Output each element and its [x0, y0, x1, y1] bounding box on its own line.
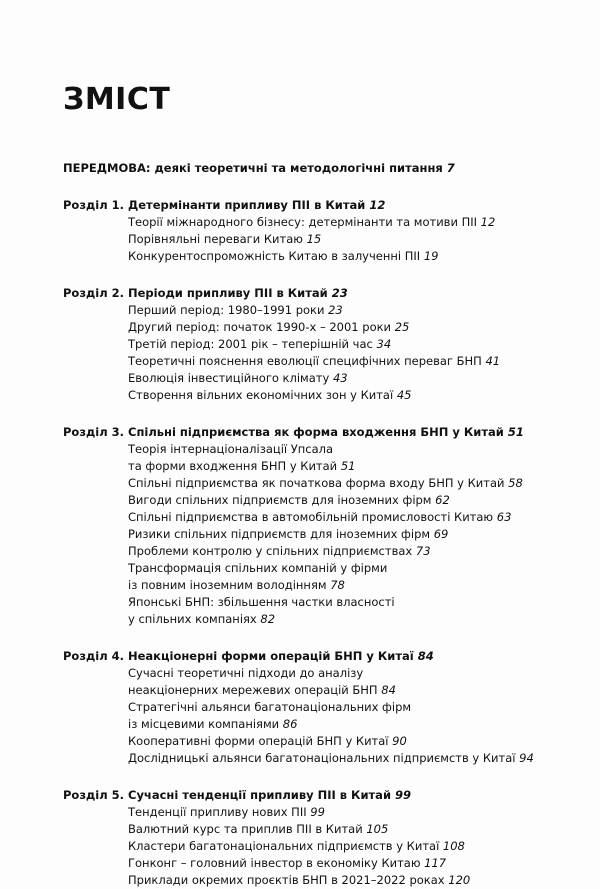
page-number: 78	[330, 578, 345, 592]
page-number: 84	[381, 683, 396, 697]
page-number: 90	[392, 734, 407, 748]
toc-entry	[63, 336, 583, 353]
page-number: 99	[395, 788, 412, 802]
toc-entry	[63, 560, 583, 577]
entry-title: Порівняльні переваги Китаю	[128, 232, 303, 246]
entry-title: Вигоди спільних підприємств для іноземних фірм	[128, 493, 432, 507]
toc-entry	[63, 872, 583, 889]
entry-title: Еволюція інвестиційного клімату	[128, 371, 330, 385]
toc-entry	[63, 611, 583, 628]
page-number: 86	[282, 717, 298, 731]
entry-title: Валютний курс та приплив ПІІ в Китай	[128, 822, 363, 836]
section-label: Розділ 5.	[63, 788, 125, 802]
entry-title: Перший період: 1980–1991 роки	[128, 303, 325, 317]
section-label: Розділ 4.	[63, 649, 125, 663]
entry-title: Другий період: початок 1990-х – 2001 роки	[128, 320, 392, 334]
page-number: 99	[310, 805, 325, 819]
preface-entry	[63, 160, 583, 177]
section-title: Детермінанти припливу ПІІ в Китай	[128, 198, 366, 212]
entry-title: Проблеми контролю у спільних підприємствах	[128, 544, 413, 558]
section-spacer	[63, 265, 583, 285]
section-heading	[63, 197, 583, 214]
page-number: 7	[446, 161, 455, 175]
entry-title: неакціонерних мережевих операцій БНП	[128, 683, 378, 697]
toc-entry	[63, 838, 583, 855]
toc-entry	[63, 302, 583, 319]
page-number: 62	[435, 493, 450, 507]
toc-entry	[63, 526, 583, 543]
entry-title: Гонконг – головний інвестор в економіку Китаю	[128, 856, 421, 870]
section-title: Періоди припливу ПІІ в Китай	[128, 286, 328, 300]
toc-entry	[63, 214, 583, 231]
entry-title: із місцевими компаніями	[128, 717, 280, 731]
page-number: 51	[507, 425, 524, 439]
section-heading	[63, 285, 583, 302]
toc-entry	[63, 665, 583, 682]
toc-entry	[63, 475, 583, 492]
toc-entry	[63, 441, 583, 458]
page-number: 45	[396, 388, 412, 402]
toc-entry	[63, 248, 583, 265]
page-number: 51	[340, 459, 356, 473]
page-number: 94	[519, 751, 534, 765]
section-heading	[63, 648, 583, 665]
entry-title: Теорії міжнародного бізнесу: детермінанти та мотиви ПІІ	[128, 215, 478, 229]
entry-title: Створення вільних економічних зон у Китаї	[128, 388, 394, 402]
toc-entry	[63, 458, 583, 475]
page-number: 58	[508, 476, 523, 490]
entry-title: Трансформація спільних компаній у фірми	[128, 561, 388, 575]
toc-entry	[63, 750, 583, 767]
entry-title: Третій період: 2001 рік – теперішній час	[128, 337, 373, 351]
page-number: 82	[260, 612, 276, 626]
toc-entry	[63, 594, 583, 611]
entry-title: Теорія інтернаціоналізації Упсала	[128, 442, 334, 456]
toc-entry	[63, 699, 583, 716]
toc-entry	[63, 370, 583, 387]
toc-entry	[63, 855, 583, 872]
page-number: 41	[485, 354, 501, 368]
preface-title: ПЕРЕДМОВА: деякі теоретичні та методологічні питання	[63, 161, 443, 175]
entry-title: Ризики спільних підприємств для іноземних фірм	[128, 527, 431, 541]
entry-title: Теоретичні пояснення еволюції специфічних переваг БНП	[128, 354, 482, 368]
page-number: 117	[424, 856, 447, 870]
toc-entry	[63, 577, 583, 594]
toc-entry	[63, 733, 583, 750]
section-title: Неакціонерні форми операцій БНП у Китаї	[128, 649, 414, 663]
section-title: Сучасні тенденції припливу ПІІ в Китай	[128, 788, 392, 802]
page-number: 23	[331, 286, 348, 300]
entry-title: Сучасні теоретичні підходи до аналізу	[128, 666, 364, 680]
toc-entry	[63, 543, 583, 560]
entry-title: у спільних компаніях	[128, 612, 257, 626]
page-number: 69	[433, 527, 449, 541]
page-number: 25	[394, 320, 410, 334]
section-heading	[63, 787, 583, 804]
page-number: 12	[369, 198, 386, 212]
page-title: ЗМІСТ	[63, 82, 171, 117]
entry-title: із повним іноземним володінням	[128, 578, 327, 592]
toc-entry	[63, 492, 583, 509]
page-number: 12	[480, 215, 496, 229]
page-number: 34	[376, 337, 392, 351]
section-label: Розділ 1.	[63, 198, 125, 212]
section-spacer	[63, 628, 583, 648]
entry-title: Приклади окремих проєктів БНП в 2021–2022 роках	[128, 873, 445, 887]
section-heading	[63, 424, 583, 441]
toc-entry	[63, 353, 583, 370]
toc-entry	[63, 319, 583, 336]
entry-title: Дослідницькі альянси багатонаціональних підприємств у Китаї	[128, 751, 516, 765]
toc-entry	[63, 716, 583, 733]
entry-title: Спільні підприємства як початкова форма входу БНП у Китай	[128, 476, 505, 490]
page-number: 105	[366, 822, 389, 836]
page-number: 43	[332, 371, 348, 385]
section-spacer	[63, 177, 583, 197]
section-spacer	[63, 767, 583, 787]
section-title: Спільні підприємства як форма входження БНП у Китай	[128, 425, 504, 439]
entry-title: Кооперативні форми операцій БНП у Китаї	[128, 734, 389, 748]
page-number: 73	[415, 544, 431, 558]
toc-entry	[63, 821, 583, 838]
entry-title: Стратегічні альянси багатонаціональних фірм	[128, 700, 412, 714]
table-of-contents	[63, 160, 583, 889]
page-number: 23	[328, 303, 343, 317]
section-label: Розділ 2.	[63, 286, 125, 300]
toc-entry	[63, 804, 583, 821]
entry-title: Кластери багатонаціональних підприємств у Китаї	[128, 839, 440, 853]
toc-entry	[63, 387, 583, 404]
entry-title: Спільні підприємства в автомобільній промисловості Китаю	[128, 510, 494, 524]
page-number: 108	[442, 839, 465, 853]
page-number: 84	[417, 649, 434, 663]
page-number: 63	[496, 510, 512, 524]
entry-title: та форми входження БНП у Китай	[128, 459, 338, 473]
page-number: 120	[448, 873, 471, 887]
page-number: 19	[423, 249, 439, 263]
toc-entry	[63, 682, 583, 699]
toc-entry	[63, 509, 583, 526]
page-number: 15	[306, 232, 322, 246]
toc-entry	[63, 231, 583, 248]
entry-title: Тенденції припливу нових ПІІ	[128, 805, 307, 819]
entry-title: Японські БНП: збільшення частки власності	[128, 595, 395, 609]
section-label: Розділ 3.	[63, 425, 125, 439]
entry-title: Конкурентоспроможність Китаю в залученні ПІІ	[128, 249, 421, 263]
section-spacer	[63, 404, 583, 424]
